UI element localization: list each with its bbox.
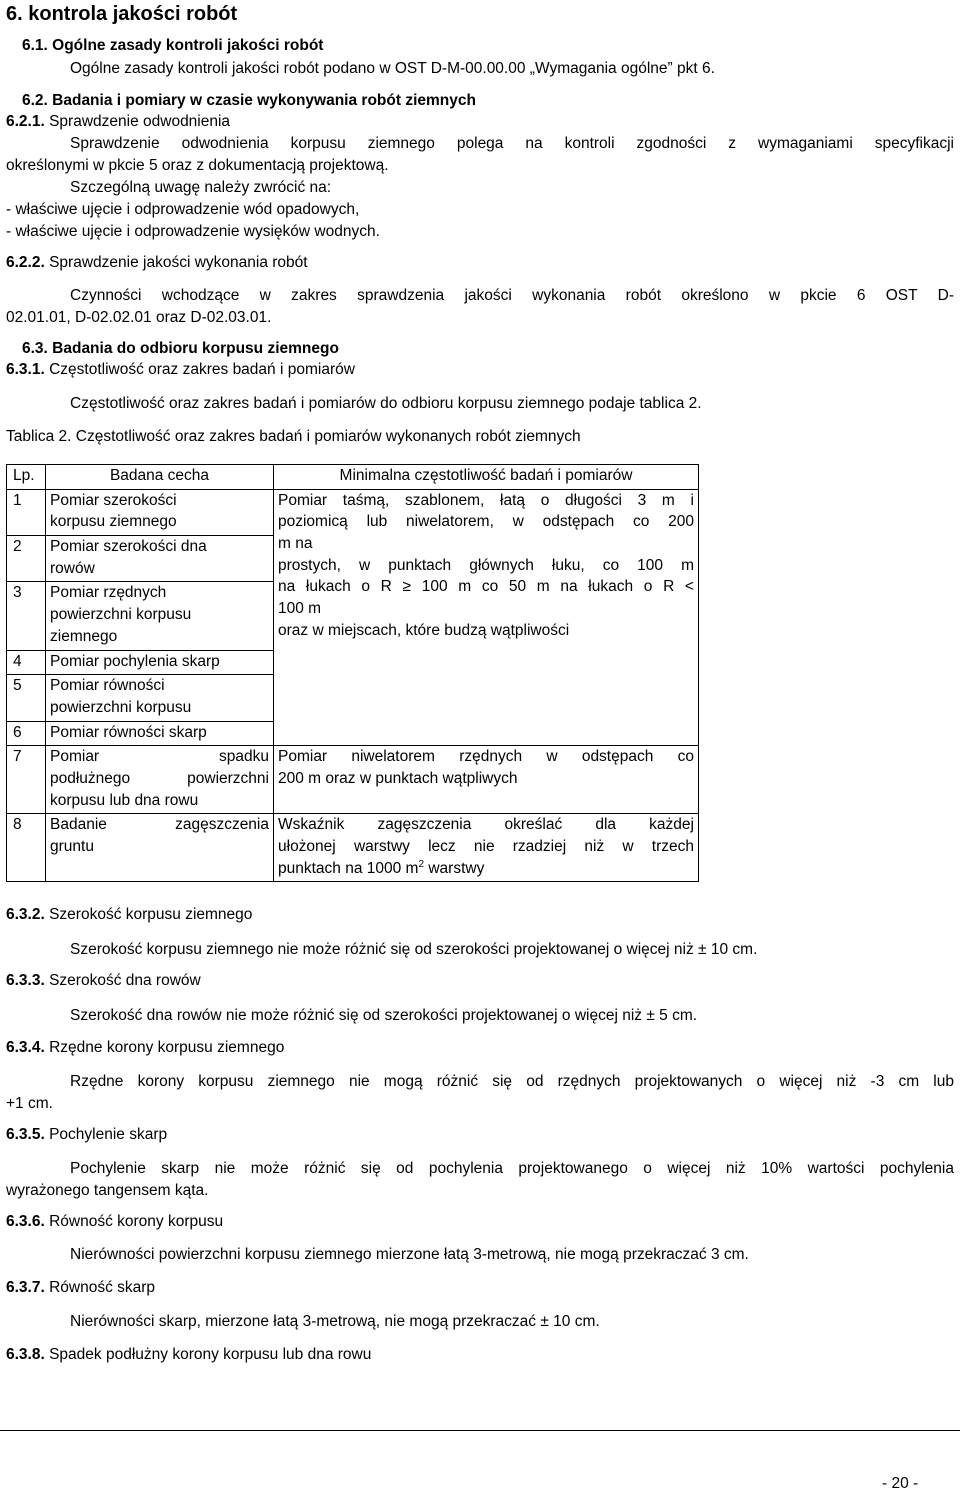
section-6-3-4-line1: Rzędne korony korpusu ziemnego nie mogą różnić się od rzędnych projektowanych o więcej niż -3 cm lub (70, 1073, 954, 1090)
section-title: Równość skarp (49, 1279, 156, 1296)
row-cecha: Pomiar szerokości dna rowów (46, 536, 274, 582)
row-frequency: Pomiar niwelatorem rzędnych w odstępach co 200 m oraz w punktach wątpliwych (274, 746, 699, 814)
section-6-1-text: Ogólne zasady kontroli jakości robót podano w OST D-M-00.00.00 „Wymagania ogólne” pkt 6. (70, 60, 715, 77)
table-row (7, 489, 699, 535)
row-cecha: Pomiar spadku podłużnego powierzchni korpusu lub dna rowu (46, 746, 274, 814)
section-number: 6.2.2. (6, 254, 45, 271)
row-lp: 7 (7, 746, 46, 814)
section-6-2-1-bullet1: - właściwe ujęcie i odprowadzenie wód opadowych, (6, 201, 360, 218)
row-lp: 1 (7, 489, 46, 535)
section-6-3-4-heading (6, 1039, 284, 1058)
row-cecha: Pomiar równości powierzchni korpusu (46, 675, 274, 721)
header-frequency: Minimalna częstotliwość badań i pomiarów (274, 465, 699, 490)
page-number: - 20 - (882, 1475, 919, 1492)
section-6-2-2-line2: 02.01.01, D-02.02.01 oraz D-02.03.01. (6, 309, 272, 326)
row-cecha: Pomiar szerokości korpusu ziemnego (46, 489, 274, 535)
section-6-2-1-heading (6, 113, 230, 132)
row-lp: 3 (7, 582, 46, 650)
section-number: 6.3.7. (6, 1279, 45, 1296)
row-lp: 6 (7, 721, 46, 746)
section-number: 6.2.1. (6, 113, 45, 130)
section-title: Rzędne korony korpusu ziemnego (49, 1039, 285, 1056)
section-number: 6.3.6. (6, 1213, 45, 1230)
row-lp: 8 (7, 814, 46, 882)
chapter-title: 6. kontrola jakości robót (6, 3, 238, 25)
section-number: 6.3.4. (6, 1039, 45, 1056)
section-6-3-5-line2: wyrażonego tangensem kąta. (6, 1182, 209, 1199)
table-caption: Tablica 2. Częstotliwość oraz zakres badań i pomiarów wykonanych robót ziemnych (6, 428, 581, 445)
section-6-3-8-heading (6, 1346, 371, 1365)
section-6-3-7-heading (6, 1279, 155, 1298)
table-row (7, 746, 699, 814)
section-6-2-1-bullet2: - właściwe ujęcie i odprowadzenie wysięków wodnych. (6, 223, 380, 240)
row-cecha: Pomiar pochylenia skarp (46, 650, 274, 675)
section-6-3-1-text: Częstotliwość oraz zakres badań i pomiarów do odbioru korpusu ziemnego podaje tablica 2. (70, 395, 702, 412)
header-cecha: Badana cecha (46, 465, 274, 490)
section-6-3-5-line1: Pochylenie skarp nie może różnić się od pochylenia projektowanego o więcej niż 10% wartości pochylenia (70, 1160, 954, 1177)
section-6-2-1-line2: określonymi w pkcie 5 oraz z dokumentacją projektową. (6, 157, 389, 174)
section-6-2-2-line1: Czynności wchodzące w zakres sprawdzenia jakości wykonania robót określono w pkcie 6 OST D- (70, 287, 954, 304)
section-6-1-heading: 6.1. Ogólne zasady kontroli jakości robót (22, 37, 324, 54)
section-number: 6.3.1. (6, 361, 45, 378)
table-row (7, 650, 699, 675)
section-title: Sprawdzenie odwodnienia (49, 113, 231, 130)
section-6-3-3-heading (6, 972, 201, 991)
frequency-table (6, 464, 699, 882)
section-6-3-5-heading (6, 1126, 167, 1145)
section-6-3-1-heading (6, 361, 355, 380)
row-frequency-empty (274, 650, 699, 746)
section-6-3-6-text: Nierówności powierzchni korpusu ziemnego mierzone łatą 3-metrową, nie mogą przekraczać 3 cm. (70, 1246, 749, 1263)
row-lp: 5 (7, 675, 46, 721)
section-6-3-2-heading (6, 906, 252, 925)
section-title: Sprawdzenie jakości wykonania robót (49, 254, 308, 271)
section-number: 6.3.2. (6, 906, 45, 923)
section-6-3-heading: 6.3. Badania do odbioru korpusu ziemnego (22, 340, 339, 357)
section-number: 6.3.3. (6, 972, 45, 989)
section-6-2-1-line3: Szczególną uwagę należy zwrócić na: (70, 179, 332, 196)
table-row (7, 814, 699, 882)
row-cecha: Badanie zagęszczenia gruntu (46, 814, 274, 882)
section-6-3-4-line2: +1 cm. (6, 1095, 53, 1112)
section-6-3-3-text: Szerokość dna rowów nie może różnić się od szerokości projektowanej o więcej niż ± 5 cm. (70, 1007, 698, 1024)
row-lp: 2 (7, 536, 46, 582)
table-header-row (7, 465, 699, 490)
section-6-2-heading: 6.2. Badania i pomiary w czasie wykonywania robót ziemnych (22, 92, 476, 109)
section-title: Równość korony korpusu (49, 1213, 224, 1230)
footer-divider (0, 1430, 960, 1431)
row-lp: 4 (7, 650, 46, 675)
section-title: Szerokość dna rowów (49, 972, 201, 989)
row-cecha: Pomiar rzędnych powierzchni korpusu ziemnego (46, 582, 274, 650)
section-title: Częstotliwość oraz zakres badań i pomiarów (49, 361, 355, 378)
section-number: 6.3.8. (6, 1346, 45, 1363)
section-number: 6.3.5. (6, 1126, 45, 1143)
row-frequency: Wskaźnik zagęszczenia określać dla każdej ułożonej warstwy lecz nie rzadziej niż w trzech punktach na 1000 $m^2$ warstwy (274, 814, 699, 882)
section-title: Szerokość korpusu ziemnego (49, 906, 253, 923)
header-lp: Lp. (7, 465, 46, 490)
section-6-3-2-text: Szerokość korpusu ziemnego nie może różnić się od szerokości projektowanej o więcej niż ± 10 cm. (70, 941, 758, 958)
row-frequency-group1: Pomiar taśmą, szablonem, łatą o długości 3 m i poziomicą lub niwelatorem, w odstępach co 200 m na prostych, w punktach głównych łuku, co 100 m na łukach o R ≥ 100 m co 50 m na łukach o R < 100 m oraz w miejscach, które budzą wątpliwości (274, 489, 699, 650)
section-6-3-7-text: Nierówności skarp, mierzone łatą 3-metrową, nie mogą przekraczać ± 10 cm. (70, 1313, 600, 1330)
section-title: Pochylenie skarp (49, 1126, 168, 1143)
section-6-3-6-heading (6, 1213, 223, 1232)
section-title: Spadek podłużny korony korpusu lub dna rowu (49, 1346, 372, 1363)
section-6-2-1-line1: Sprawdzenie odwodnienia korpusu ziemnego polega na kontroli zgodności z wymaganiami specyfikacji (70, 135, 954, 152)
row-cecha: Pomiar równości skarp (46, 721, 274, 746)
section-6-2-2-heading (6, 254, 308, 273)
